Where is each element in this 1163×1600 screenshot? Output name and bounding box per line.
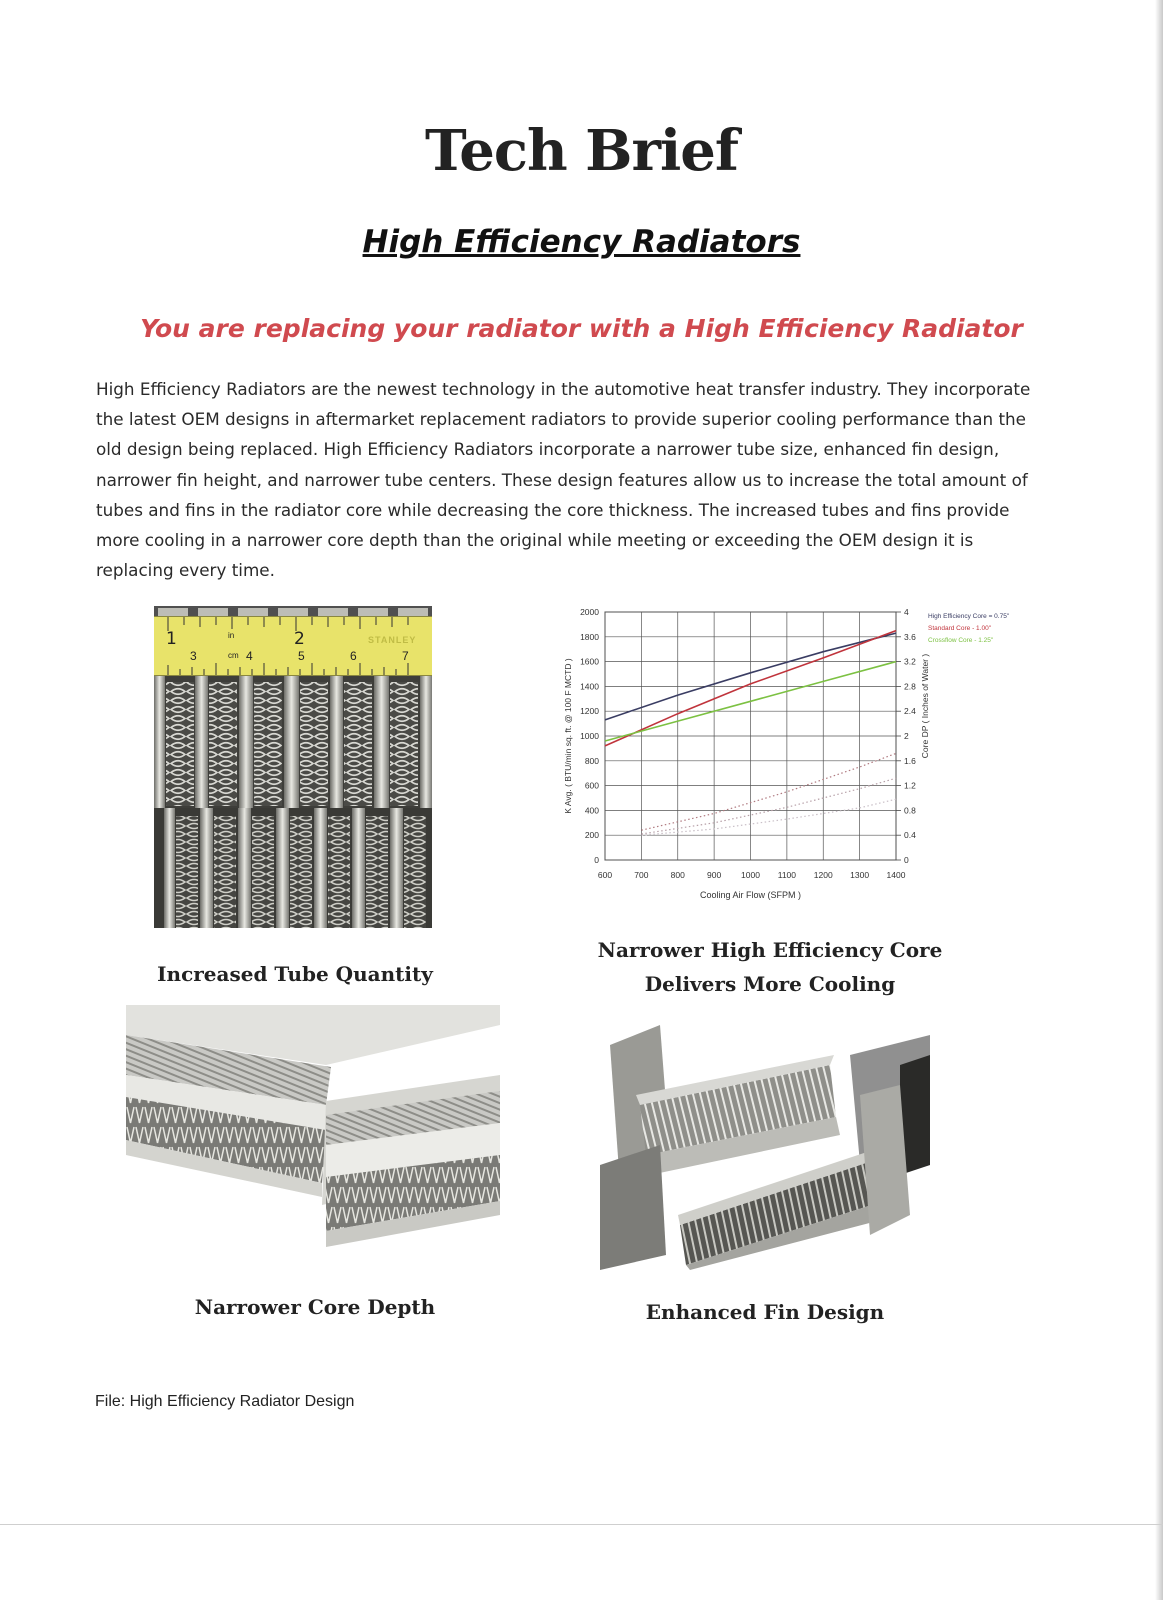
cooling-performance-chart: [560, 604, 1010, 914]
ruler-brand: STANLEY: [368, 635, 417, 645]
y-tick-label: 1800: [580, 631, 599, 642]
headline: You are replacing your radiator with a High Efficiency Radiator: [140, 314, 1023, 343]
ruler-inch-unit: in: [228, 631, 235, 640]
x-tick-label: 1300: [850, 870, 870, 880]
chart-caption-line2: Delivers More Cooling: [644, 972, 896, 996]
x-tick-label: 600: [597, 870, 613, 880]
legend-entry: High Efficiency Core = 0.75": [928, 613, 1010, 620]
ruler-cm-4: 4: [246, 649, 253, 663]
y-tick-label: 1400: [580, 681, 599, 692]
scan-bottom-line: [0, 1524, 1163, 1525]
y-tick-label: 1600: [580, 656, 599, 667]
fin-design-photo: [600, 1025, 930, 1270]
y2-tick-label: 2.4: [904, 706, 916, 717]
fin-design-caption: Enhanced Fin Design: [645, 1300, 885, 1324]
legend-entry: Crossflow Core - 1.25": [928, 637, 994, 644]
x-tick-label: 900: [707, 870, 722, 880]
x-tick-label: 800: [670, 870, 685, 880]
y2-tick-label: 1.6: [904, 755, 916, 766]
page-title: Tech Brief: [424, 118, 738, 184]
ruler-cm-3: 3: [190, 649, 197, 663]
y2-tick-label: 0.4: [904, 830, 916, 841]
y-tick-label: 1000: [580, 731, 599, 741]
y2-axis-label: Core DP ( Inches of Water ): [920, 653, 930, 759]
y2-tick-label: 2: [904, 731, 909, 741]
y2-tick-label: 4: [904, 607, 909, 617]
ruler-cm-5: 5: [298, 649, 305, 663]
y-tick-label: 0: [594, 855, 599, 865]
y-tick-label: 600: [584, 780, 599, 791]
legend-entry: Standard Core - 1.00": [928, 625, 992, 632]
x-tick-label: 700: [634, 870, 649, 880]
ruler-cm-7: 7: [402, 649, 409, 663]
x-tick-label: 1400: [886, 870, 906, 880]
tube-quantity-caption: Increased Tube Quantity: [157, 962, 433, 986]
ruler-cm-unit: cm: [228, 651, 239, 660]
ruler-ticks: [154, 617, 432, 675]
x-tick-label: 1200: [813, 870, 833, 880]
y-tick-label: 1200: [580, 706, 599, 717]
x-tick-label: 1100: [777, 870, 797, 880]
y-tick-label: 400: [584, 805, 599, 816]
intro-paragraph: High Efficiency Radiators are the newest technology in the automotive heat transfer industry. They incorporate the latest OEM designs in aftermarket replacement radiators to provide superior cooling performance than the old design being replaced. High Efficiency Radiators incorporate a narrower tube size, enhanced fin design, narrower fin height, and narrower tube centers. These design features allow us to increase the total amount of tubes and fins in the radiator core while decreasing the core thickness. The increased tubes and fins provide more cooling in a narrower core depth than the original while meeting or exceeding the OEM design it is replacing every time.: [96, 379, 1031, 581]
page-subtitle: High Efficiency Radiators: [362, 224, 801, 260]
y2-tick-label: 3.6: [904, 631, 916, 642]
ruler: [154, 616, 432, 676]
y2-tick-label: 1.2: [904, 780, 916, 791]
y2-tick-label: 3.2: [904, 656, 916, 667]
ruler-cm-6: 6: [350, 649, 357, 663]
core-depth-caption: Narrower Core Depth: [194, 1295, 436, 1319]
y2-tick-label: 0: [904, 855, 909, 865]
fin-design-illustration: [600, 1025, 930, 1270]
core-depth-photo: [126, 1005, 500, 1280]
ruler-inch-1: 1: [166, 629, 177, 649]
core-depth-illustration: [126, 1005, 500, 1280]
y-tick-label: 200: [584, 830, 599, 841]
y2-tick-label: 0.8: [904, 805, 916, 816]
chart-caption-line1: Narrower High Efficiency Core: [597, 938, 943, 962]
y2-tick-label: 2.8: [904, 681, 916, 692]
y-tick-label: 800: [584, 755, 599, 766]
x-axis-label: Cooling Air Flow (SFPM ): [699, 890, 802, 900]
file-note: File: High Efficiency Radiator Design: [95, 1393, 355, 1410]
y-axis-label: K Avg. ( BTU/min sq. ft. @ 100 F MCTD ): [563, 658, 573, 814]
y-tick-label: 2000: [580, 607, 599, 617]
ruler-inch-2: 2: [294, 629, 305, 649]
tube-quantity-photo: [154, 606, 432, 928]
x-tick-label: 1000: [741, 870, 760, 880]
